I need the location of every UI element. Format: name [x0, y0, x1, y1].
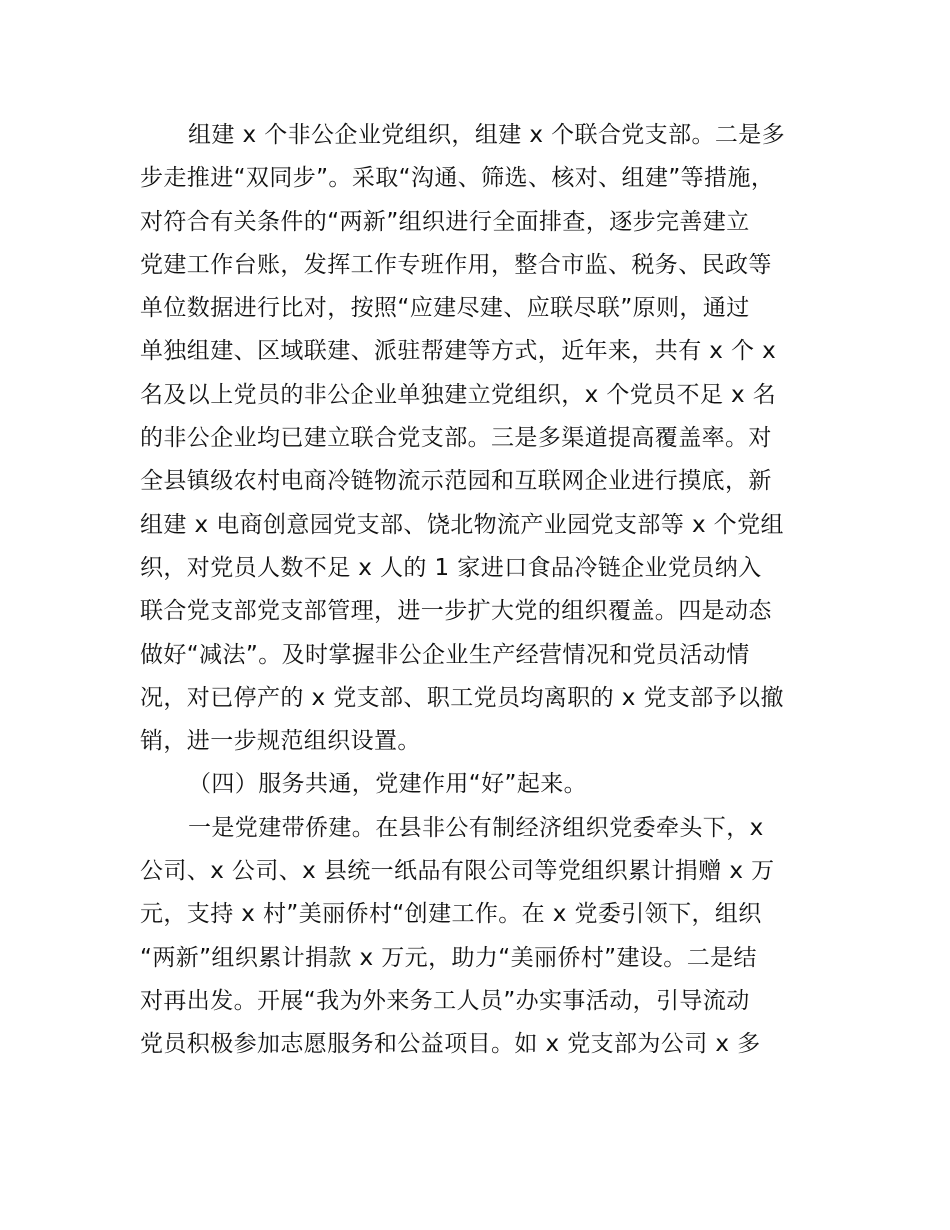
section-heading: （四）服务共通，党建作用“好”起来。: [188, 771, 588, 798]
text-line: 一是党建带侨建。在县非公有制经济组织党委牵头下，x: [188, 814, 764, 841]
text-line: 组建 x 个非公企业党组织，组建 x 个联合党支部。二是多: [188, 122, 786, 148]
text-line: 况，对已停产的 x 党支部、职工党员均离职的 x 党支部予以撤: [140, 684, 784, 711]
text-line: 对符合有关条件的“两新”组织进行全面排查，逐步完善建立: [140, 208, 750, 235]
text-line: 名及以上党员的非公企业单独建立党组织，x 个党员不足 x 名: [140, 381, 777, 408]
paragraph-1: [140, 114, 840, 763]
text-line: 全县镇级农村电商冷链物流示范园和互联网企业进行摸底，新: [140, 468, 772, 495]
text-line: 的非公企业均已建立联合党支部。三是多渠道提高覆盖率。对: [140, 425, 772, 452]
text-line: 联合党支部党支部管理，进一步扩大党的组织覆盖。四是动态: [140, 598, 772, 625]
text-line: 步走推进“双同步”。采取“沟通、筛选、核对、组建”等措施，: [140, 165, 775, 192]
text-line: 公司、x 公司、x 县统一纸品有限公司等党组织累计捐赠 x 万: [140, 858, 775, 885]
text-line: 组建 x 电商创意园党支部、饶北物流产业园党支部等 x 个党组: [140, 511, 784, 538]
text-line: 销，进一步规范组织设置。: [140, 728, 421, 755]
text-line: “两新”组织累计捐款 x 万元，助力“美丽侨村”建设。二是结: [140, 944, 757, 971]
text-line: 做好“减法”。及时掌握非公企业生产经营情况和党员活动情: [140, 641, 750, 668]
text-line: 元，支持 x 村”美丽侨村“创建工作。在 x 党委引领下，组织: [140, 901, 762, 928]
text-line: 党建工作台账，发挥工作专班作用，整合市监、税务、民政等: [140, 251, 772, 278]
document-body: [140, 114, 840, 1067]
text-line: 单独组建、区域联建、派驻帮建等方式，近年来，共有 x 个 x: [140, 338, 777, 365]
text-line: 单位数据进行比对，按照“应建尽建、应联尽联”原则，通过: [140, 295, 750, 322]
text-line: 党员积极参加志愿服务和公益项目。如 x 党支部为公司 x 多: [140, 1031, 761, 1058]
text-line: 对再出发。开展“我为外来务工人员”办实事活动，引导流动: [140, 987, 750, 1014]
paragraph-2: [140, 807, 840, 1067]
text-line: 织，对党员人数不足 x 人的 1 家进口食品冷链企业党员纳入: [140, 554, 762, 581]
